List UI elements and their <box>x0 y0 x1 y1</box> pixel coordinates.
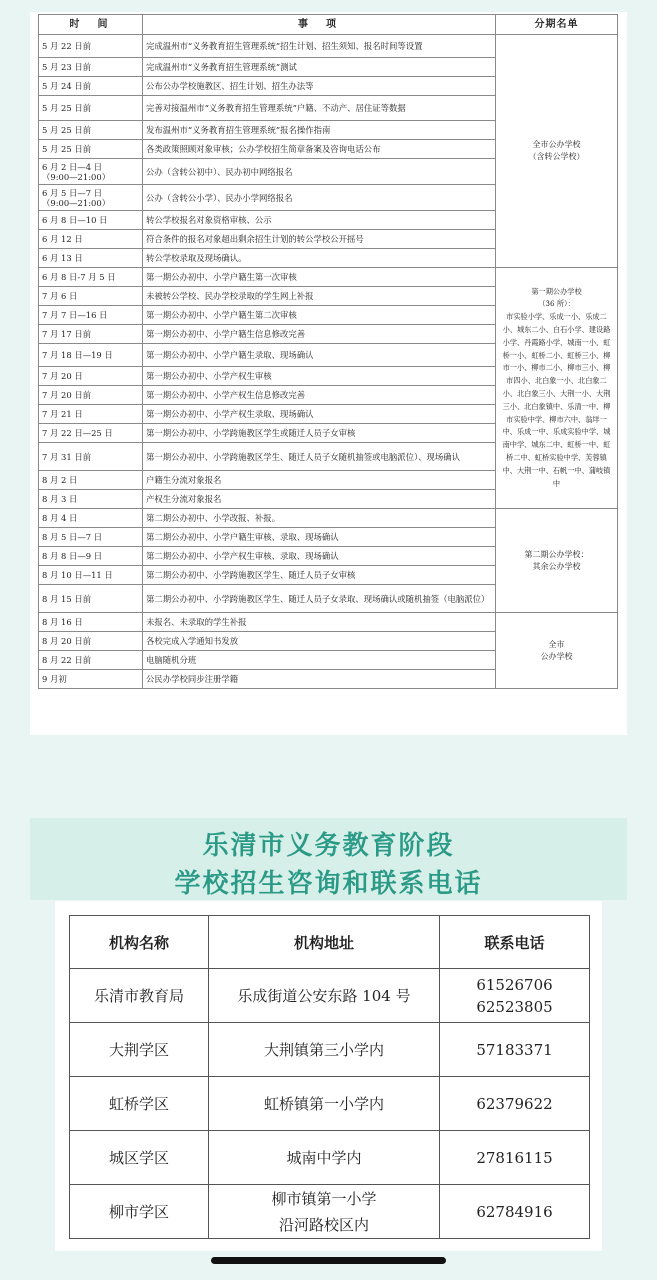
contact-title-line1: 乐清市义务教育阶段 <box>202 831 455 861</box>
schedule-time: 8 月 10 日—11 日 <box>39 566 143 585</box>
schedule-item: 转公学校录取及现场确认。 <box>143 249 496 268</box>
schedule-item: 第一期公办初中、小学产权生录取、现场确认 <box>143 405 496 424</box>
schedule-item: 第一期公办初中、小学跨施教区学生或随迁人员子女审核 <box>143 424 496 443</box>
contact-phone: 62379622 <box>440 1077 590 1131</box>
schedule-time: 7 月 22 日—25 日 <box>39 424 143 443</box>
schedule-item: 第二期公办初中、小学户籍生审核、录取、现场确认 <box>143 528 496 547</box>
schedule-time: 5 月 24 日前 <box>39 77 143 96</box>
schedule-time: 8 月 3 日 <box>39 490 143 509</box>
schedule-item: 第二期公办初中、小学改报、补报。 <box>143 509 496 528</box>
contact-row <box>70 1131 590 1185</box>
schedule-row <box>39 509 618 528</box>
contact-header-row <box>70 916 590 969</box>
contact-title-line2: 学校招生咨询和联系电话 <box>174 869 483 899</box>
schedule-item: 公办（含转公初中）、民办初中网络报名 <box>143 159 496 185</box>
schedule-item: 第一期公办初中、小学户籍生第二次审核 <box>143 306 496 325</box>
schedule-time: 5 月 22 日前 <box>39 35 143 58</box>
header-item: 事 项 <box>143 15 496 35</box>
schedule-row <box>39 268 618 287</box>
schedule-item: 转公学校报名对象资格审核、公示 <box>143 211 496 230</box>
schedule-item: 公办（含转公小学）、民办小学网络报名 <box>143 185 496 211</box>
schedule-item: 第二期公办初中、小学产权生审核、录取、现场确认 <box>143 547 496 566</box>
contact-row <box>70 1077 590 1131</box>
schedule-group: 第一期公办学校 （36 所）： 市实验小学、乐成一小、乐成二小、城东二小、白石小学、建设路小学、丹霞路小学、城南一小、虹桥一小、虹桥二小、虹桥三小、柳市一小、柳市二小、柳市三小、柳市四小、北白象一小、北白象二小、北白象三小、大荆一小、大荆三小、北白象镇中、乐清一中、柳市实验中学、柳市六中、翁垟一中、乐成一中、乐成实验中学、城南中学、城东二中、虹桥一中、虹桥二中、虹桥实验中学、芙蓉镇中、大荆一中、石帆一中、蒲岐镇中 <box>496 268 618 509</box>
contact-row <box>70 1185 590 1239</box>
schedule-time: 7 月 6 日 <box>39 287 143 306</box>
contact-table <box>69 915 590 1239</box>
contact-phone: 27816115 <box>440 1131 590 1185</box>
schedule-row <box>39 613 618 632</box>
contact-address: 柳市镇第一小学 沿河路校区内 <box>209 1185 440 1239</box>
schedule-time: 5 月 25 日前 <box>39 121 143 140</box>
schedule-group: 全市 公办学校 <box>496 613 618 689</box>
bottom-strip <box>0 1264 657 1280</box>
header-time: 时 间 <box>39 15 143 35</box>
schedule-item: 第二期公办初中、小学跨施教区学生、随迁人员子女审核 <box>143 566 496 585</box>
schedule-time: 7 月 7 日—16 日 <box>39 306 143 325</box>
schedule-item: 公民办学校同步注册学籍 <box>143 670 496 689</box>
contact-name: 虹桥学区 <box>70 1077 209 1131</box>
schedule-time: 6 月 2 日—4 日 （9:00—21:00） <box>39 159 143 185</box>
schedule-time: 5 月 23 日前 <box>39 58 143 77</box>
schedule-item: 完成温州市“义务教育招生管理系统”测试 <box>143 58 496 77</box>
schedule-item: 产权生分流对象报名 <box>143 490 496 509</box>
schedule-item: 完成温州市“义务教育招生管理系统”招生计划、招生须知、报名时间等设置 <box>143 35 496 58</box>
schedule-time: 6 月 5 日—7 日 （9:00—21:00） <box>39 185 143 211</box>
schedule-group: 全市公办学校 （含转公学校） <box>496 35 618 268</box>
schedule-item: 未被转公学校、民办学校录取的学生网上补报 <box>143 287 496 306</box>
contact-section <box>0 735 657 1280</box>
schedule-time: 8 月 2 日 <box>39 471 143 490</box>
schedule-time: 8 月 22 日前 <box>39 651 143 670</box>
left-margin <box>0 0 30 735</box>
contact-phone: 61526706 62523805 <box>440 969 590 1023</box>
top-strip <box>30 0 627 12</box>
schedule-item: 第一期公办初中、小学跨施教区学生、随迁人员子女随机抽签或电脑派位）、现场确认 <box>143 443 496 471</box>
schedule-item: 符合条件的报名对象超出剩余招生计划的转公学校公开摇号 <box>143 230 496 249</box>
contact-name: 乐清市教育局 <box>70 969 209 1023</box>
schedule-item: 公布公办学校施教区、招生计划、招生办法等 <box>143 77 496 96</box>
contact-phone: 62784916 <box>440 1185 590 1239</box>
header-group: 分期名单 <box>496 15 618 35</box>
schedule-time: 8 月 5 日—7 日 <box>39 528 143 547</box>
schedule-item: 未报名、未录取的学生补报 <box>143 613 496 632</box>
schedule-time: 5 月 25 日前 <box>39 140 143 159</box>
schedule-row <box>39 35 618 58</box>
schedule-time: 8 月 8 日—9 日 <box>39 547 143 566</box>
contact-name: 城区学区 <box>70 1131 209 1185</box>
schedule-item: 户籍生分流对象报名 <box>143 471 496 490</box>
contact-phone: 57183371 <box>440 1023 590 1077</box>
schedule-item: 各类政策照顾对象审核；公办学校招生简章备案及咨询电话公布 <box>143 140 496 159</box>
schedule-time: 6 月 13 日 <box>39 249 143 268</box>
schedule-time: 7 月 31 日前 <box>39 443 143 471</box>
schedule-item: 第一期公办初中、小学户籍生第一次审核 <box>143 268 496 287</box>
schedule-item: 发布温州市“义务教育招生管理系统”报名操作指南 <box>143 121 496 140</box>
schedule-item: 第二期公办初中、小学跨施教区学生、随迁人员子女录取、现场确认或随机抽签（电脑派位） <box>143 585 496 613</box>
contact-address: 虹桥镇第一小学内 <box>209 1077 440 1131</box>
home-indicator[interactable] <box>211 1257 446 1264</box>
schedule-item: 完善对接温州市“义务教育招生管理系统”户籍、不动产、居住证等数据 <box>143 96 496 121</box>
schedule-item: 第一期公办初中、小学产权生审核 <box>143 367 496 386</box>
contact-address: 乐成街道公安东路 104 号 <box>209 969 440 1023</box>
schedule-table <box>38 14 618 689</box>
schedule-time: 7 月 17 日前 <box>39 325 143 344</box>
schedule-time: 7 月 18 日—19 日 <box>39 344 143 367</box>
schedule-time: 8 月 15 日前 <box>39 585 143 613</box>
schedule-time: 9 月初 <box>39 670 143 689</box>
schedule-item: 第一期公办初中、小学产权生信息修改完善 <box>143 386 496 405</box>
header-name: 机构名称 <box>70 916 209 969</box>
schedule-item: 第一期公办初中、小学户籍生录取、现场确认 <box>143 344 496 367</box>
contact-name: 柳市学区 <box>70 1185 209 1239</box>
contact-row <box>70 969 590 1023</box>
header-phone: 联系电话 <box>440 916 590 969</box>
contact-name: 大荆学区 <box>70 1023 209 1077</box>
contact-address: 城南中学内 <box>209 1131 440 1185</box>
schedule-time: 6 月 8 日-7 月 5 日 <box>39 268 143 287</box>
schedule-time: 7 月 20 日 <box>39 367 143 386</box>
contact-address: 大荆镇第三小学内 <box>209 1023 440 1077</box>
schedule-time: 7 月 21 日 <box>39 405 143 424</box>
header-address: 机构地址 <box>209 916 440 969</box>
schedule-item: 电脑随机分班 <box>143 651 496 670</box>
schedule-header-row <box>39 15 618 35</box>
schedule-time: 8 月 4 日 <box>39 509 143 528</box>
schedule-time: 6 月 12 日 <box>39 230 143 249</box>
schedule-group: 第二期公办学校： 其余公办学校 <box>496 509 618 613</box>
schedule-time: 7 月 20 日前 <box>39 386 143 405</box>
schedule-time: 6 月 8 日—10 日 <box>39 211 143 230</box>
schedule-time: 5 月 25 日前 <box>39 96 143 121</box>
schedule-time: 8 月 16 日 <box>39 613 143 632</box>
contact-row <box>70 1023 590 1077</box>
schedule-time: 8 月 20 日前 <box>39 632 143 651</box>
schedule-item: 各校完成入学通知书发放 <box>143 632 496 651</box>
schedule-item: 第一期公办初中、小学户籍生信息修改完善 <box>143 325 496 344</box>
right-margin <box>627 0 657 735</box>
